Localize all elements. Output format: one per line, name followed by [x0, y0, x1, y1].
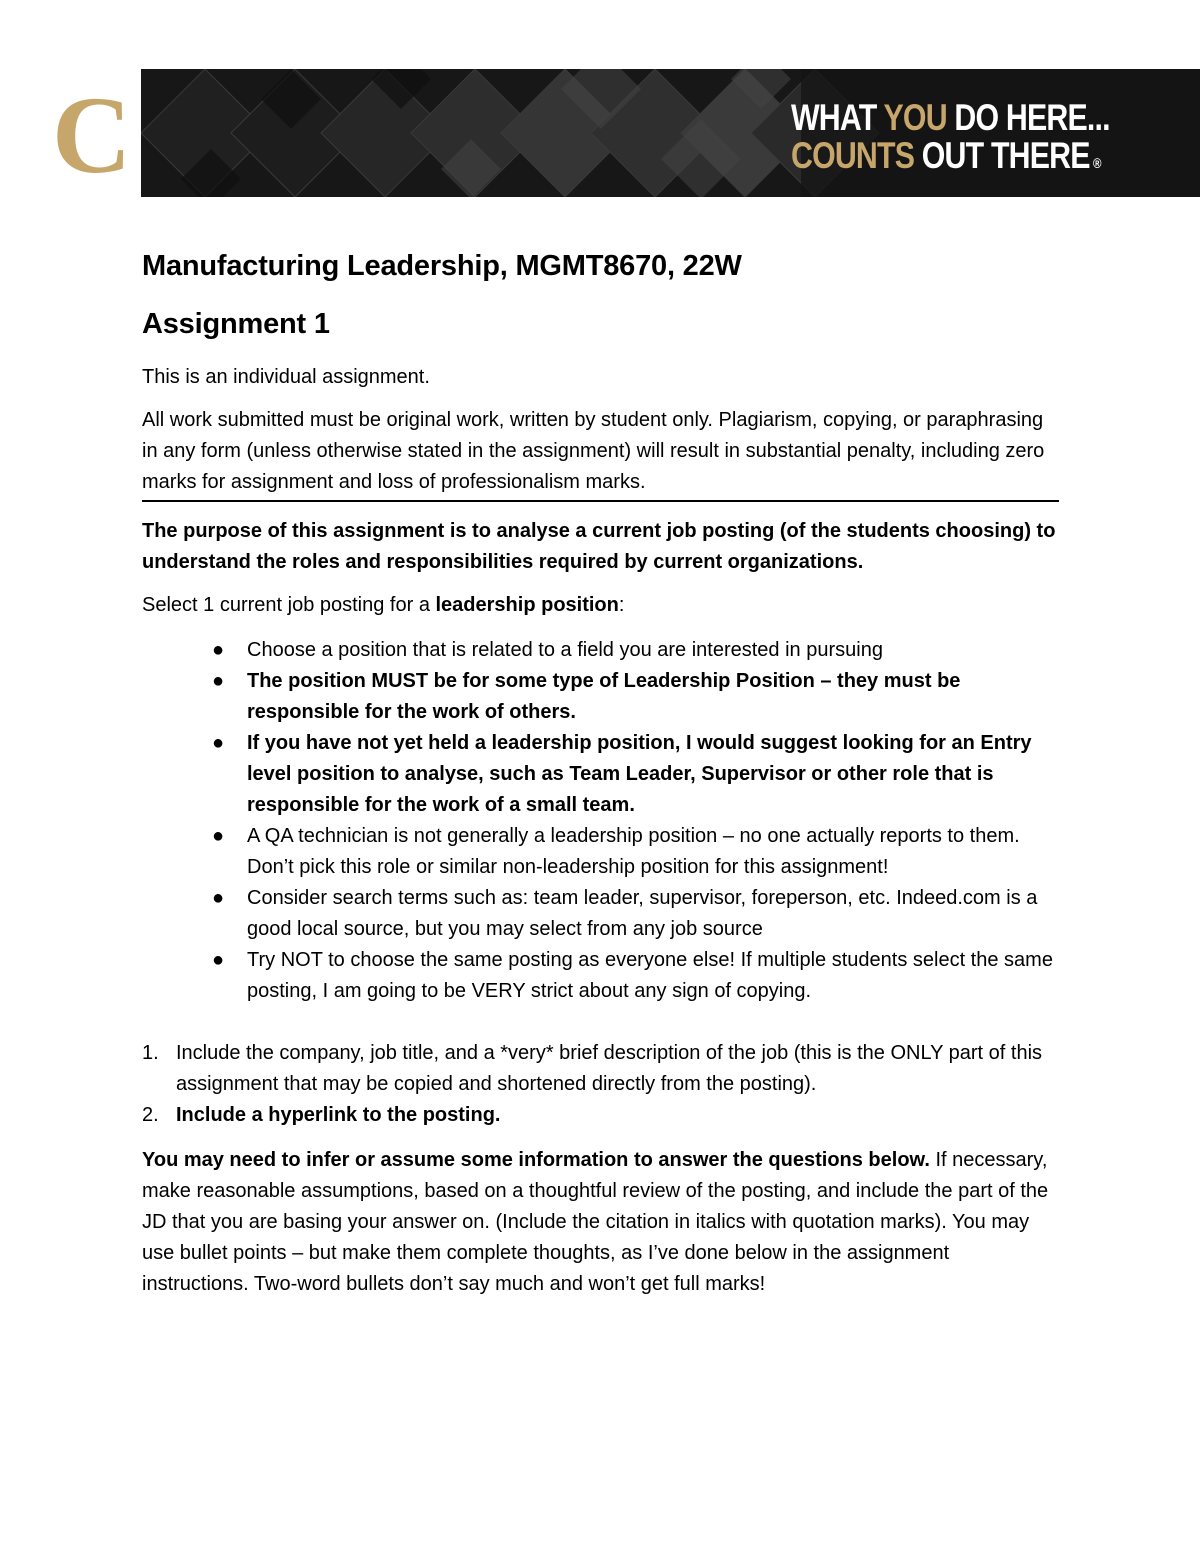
step-item	[142, 1038, 1060, 1100]
guideline-list	[142, 635, 1060, 1007]
select-suffix: :	[618, 594, 625, 616]
select-prefix: Select 1 current job posting for a	[142, 594, 436, 616]
list-item-text: If you have not yet held a leadership position, I would suggest looking for an Entry level position to analyse, such as Team Leader, Supervisor or other role that is responsible for the work of a small team.	[247, 732, 1032, 816]
bullet-icon: ●	[212, 887, 225, 909]
step-text: Include the company, job title, and a *very* brief description of the job (this is the ONLY part of this assignment that may be copied and shortened directly from the posting).	[176, 1042, 1043, 1095]
list-item-text: Try NOT to choose the same posting as everyone else! If multiple students select the same posting, I am going to be VERY strict about any sign of copying.	[247, 949, 1053, 1002]
tagline-word: WHAT	[791, 97, 884, 138]
tagline-word-gold: YOU	[883, 97, 948, 138]
bullet-icon: ●	[212, 732, 225, 754]
step-item	[142, 1100, 1060, 1131]
step-list	[142, 1038, 1060, 1131]
infer-bold: You may need to infer or assume some information to answer the questions below.	[142, 1149, 930, 1171]
tagline-word: OUT THERE	[914, 135, 1090, 176]
course-title: Manufacturing Leadership, MGMT8670, 22W	[142, 250, 742, 282]
tagline-word-gold: COUNTS	[791, 135, 915, 176]
select-instruction	[142, 590, 1060, 621]
list-item	[142, 728, 1060, 821]
list-item-text: The position MUST be for some type of Leadership Position – they must be responsible for the work of others.	[247, 670, 961, 723]
college-logo	[52, 86, 132, 182]
tagline-word: DO HERE...	[947, 97, 1110, 138]
bullet-icon: ●	[212, 949, 225, 971]
header-banner	[141, 69, 1200, 197]
step-number: 2.	[142, 1104, 159, 1126]
bullet-icon: ●	[212, 639, 225, 661]
registered-mark: ®	[1093, 155, 1101, 171]
c-logo-icon	[52, 86, 132, 182]
select-bold: leadership position	[435, 594, 619, 616]
list-item	[142, 821, 1060, 883]
originality-note: All work submitted must be original work, written by student only. Plagiarism, copying, or paraphrasing in any form (unless otherwise stated in the assignment) will result in substantial penalty, including zero marks for assignment and loss of professionalism marks.	[142, 409, 1045, 493]
horizontal-divider	[142, 500, 1059, 502]
assignment-title: Assignment 1	[142, 308, 330, 340]
bullet-icon: ●	[212, 670, 225, 692]
logo-letter: C	[52, 86, 132, 182]
banner-tagline	[791, 99, 1110, 182]
individual-note: This is an individual assignment.	[142, 366, 430, 388]
list-item	[142, 883, 1060, 945]
list-item-text: Consider search terms such as: team leader, supervisor, foreperson, etc. Indeed.com is a good local source, but you may select from any job source	[247, 887, 1038, 940]
purpose-statement: The purpose of this assignment is to analyse a current job posting (of the students choosing) to understand the roles and responsibilities required by current organizations.	[142, 520, 1056, 573]
bullet-icon: ●	[212, 825, 225, 847]
infer-rest: If necessary, make reasonable assumptions, based on a thoughtful review of the posting, and include the part of the JD that you are basing your answer on. (Include the citation in italics with quotation marks). You may use bullet points – but make them complete thoughts, as I’ve done below in the assignment instructions. Two-word bullets don’t say much and won’t get full marks!	[142, 1149, 1049, 1295]
list-item	[142, 635, 1060, 666]
tagline-line-2	[791, 137, 1110, 182]
tagline-line-1	[791, 99, 1110, 137]
list-item	[142, 945, 1060, 1007]
list-item-text: Choose a position that is related to a field you are interested in pursuing	[247, 639, 883, 661]
list-item	[142, 666, 1060, 728]
list-item-text: A QA technician is not generally a leadership position – no one actually reports to them. Don’t pick this role or similar non-leadership position for this assignment!	[247, 825, 1020, 878]
step-text: Include a hyperlink to the posting.	[176, 1104, 501, 1126]
infer-paragraph	[142, 1145, 1060, 1300]
document-body	[142, 248, 1060, 1300]
step-number: 1.	[142, 1042, 159, 1064]
